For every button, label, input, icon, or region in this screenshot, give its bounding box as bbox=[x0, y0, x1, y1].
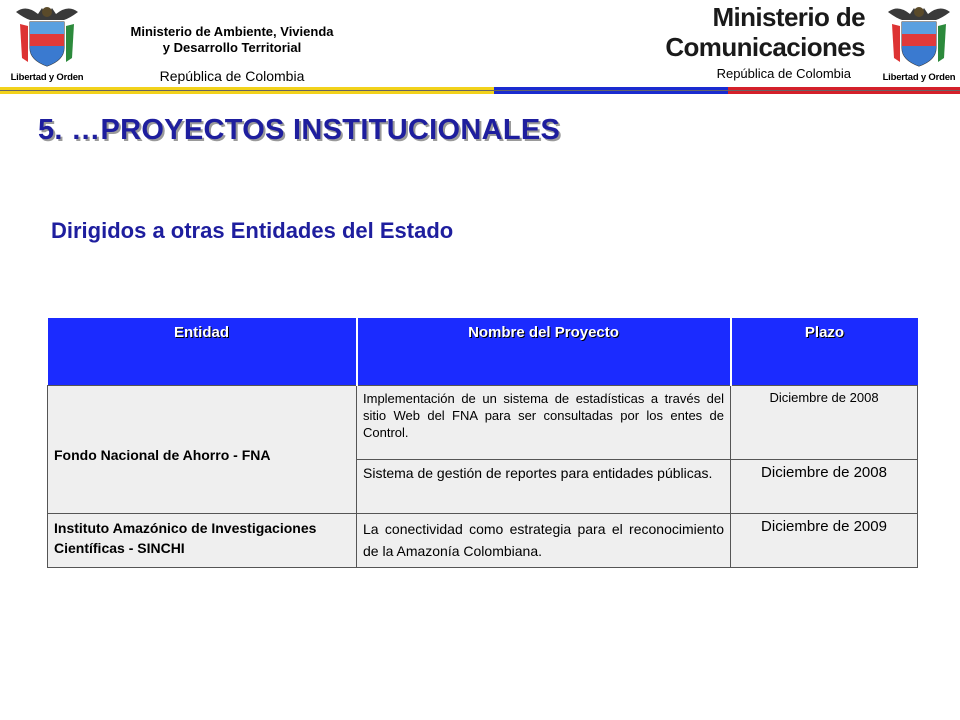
deadline-cell: Diciembre de 2008 bbox=[731, 386, 918, 460]
right-ministry-name-line2: Comunicaciones bbox=[665, 32, 865, 62]
column-header-entity: Entidad bbox=[48, 318, 357, 386]
right-country-name: República de Colombia bbox=[716, 66, 851, 81]
deadline-cell: Diciembre de 2009 bbox=[731, 514, 918, 568]
colombia-coat-of-arms-left bbox=[8, 2, 86, 84]
project-cell: Sistema de gestión de reportes para entidades públicas. bbox=[357, 460, 731, 514]
header-divider-line bbox=[0, 90, 960, 91]
projects-table bbox=[47, 318, 918, 568]
left-ministry-name-line1: Ministerio de Ambiente, Vivienda bbox=[130, 24, 334, 39]
entity-cell-fna: Fondo Nacional de Ahorro - FNA bbox=[48, 386, 357, 514]
project-cell: La conectividad como estrategia para el reconocimiento de la Amazonía Colombiana. bbox=[357, 514, 731, 568]
table-row bbox=[48, 386, 918, 460]
left-ministry-header bbox=[92, 24, 372, 84]
column-header-deadline: Plazo bbox=[731, 318, 918, 386]
page-title: 5. …PROYECTOS INSTITUCIONALES bbox=[38, 114, 561, 146]
entity-cell-sinchi: Instituto Amazónico de Investigaciones Científicas - SINCHI bbox=[48, 514, 357, 568]
coat-of-arms-icon bbox=[8, 2, 86, 72]
column-header-project-name: Nombre del Proyecto bbox=[357, 318, 731, 386]
coat-of-arms-icon bbox=[880, 2, 958, 72]
right-ministry-name-line1: Ministerio de bbox=[712, 2, 865, 32]
project-cell: Implementación de un sistema de estadísticas a través del sitio Web del FNA para ser consultadas por los entes de Control. bbox=[357, 386, 731, 460]
deadline-cell: Diciembre de 2008 bbox=[731, 460, 918, 514]
crest-caption-left: Libertad y Orden bbox=[10, 72, 84, 83]
left-ministry-name-line2: y Desarrollo Territorial bbox=[162, 40, 302, 55]
left-country-name: República de Colombia bbox=[159, 68, 305, 84]
right-ministry-header bbox=[665, 2, 865, 81]
section-subtitle: Dirigidos a otras Entidades del Estado bbox=[51, 218, 454, 243]
table-row bbox=[48, 514, 918, 568]
colombia-coat-of-arms-right bbox=[880, 2, 958, 84]
crest-caption-right: Libertad y Orden bbox=[882, 72, 956, 83]
table-header-row bbox=[48, 318, 918, 386]
